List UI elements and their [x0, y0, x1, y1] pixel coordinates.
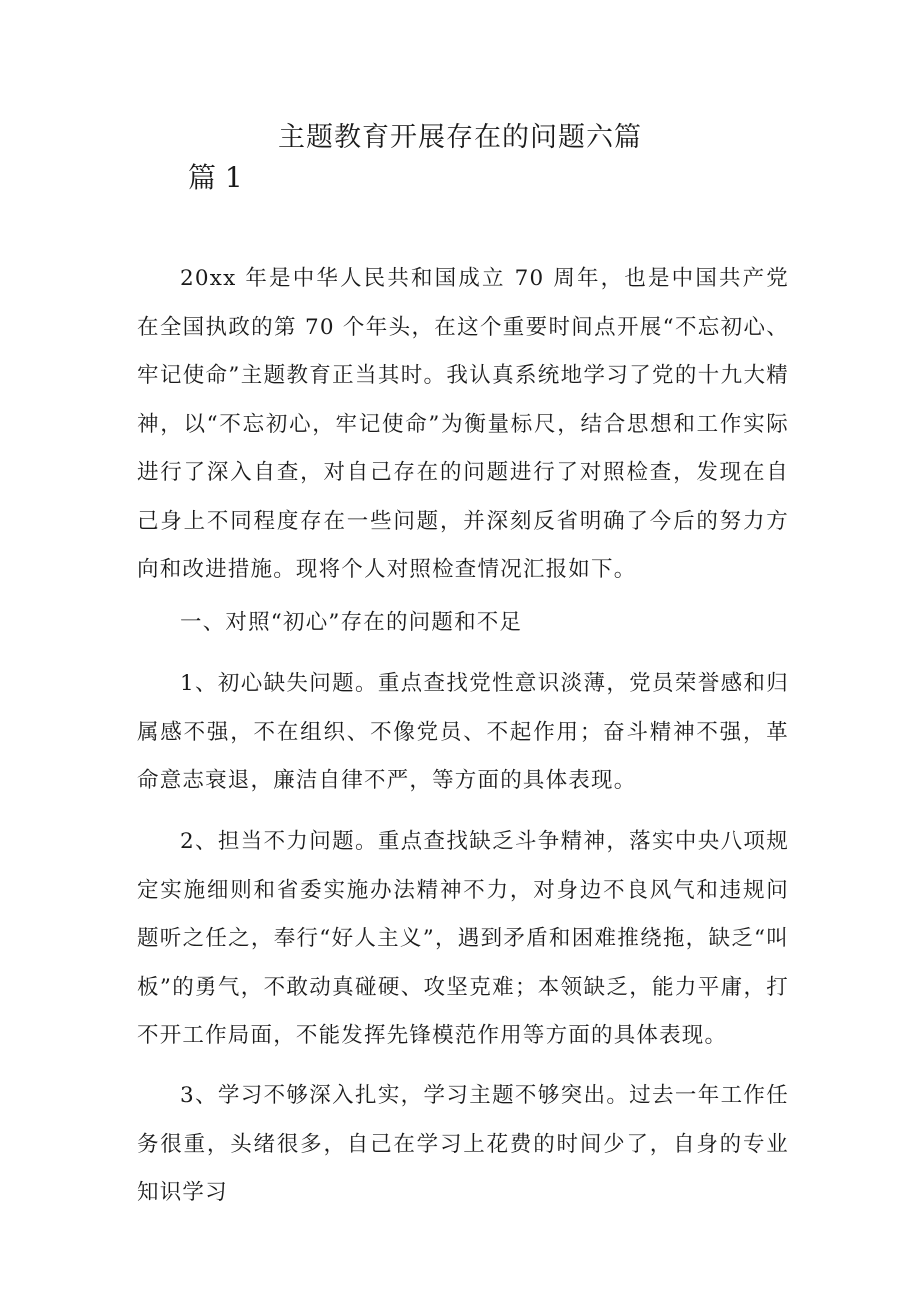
- subheading-initial-intent: 一、对照“初心”存在的问题和不足: [180, 610, 523, 635]
- intro-paragraph: 20xx 年是中华人民共和国成立 70 周年，也是中国共产党在全国执政的第 70 个年头，在这个重要时间点开展“不忘初心、牢记使命”主题教育正当其时。我认真系统地学习了党的十九大精神，以“不忘初心，牢记使命”为衡量标尺，结合思想和工作实际进行了深入自查，对自己存在的问题进行了对照检查，发现在自己身上不同程度存在一些问题，并深刻反省明确了今后的努力方向和改进措施。现将个人对照检查情况汇报如下。: [137, 266, 789, 582]
- item-paragraph-1: 1、初心缺失问题。重点查找党性意识淡薄，党员荣誉感和归属感不强，不在组织、不像党员、不起作用；奋斗精神不强，革命意志衰退，廉洁自律不严，等方面的具体表现。: [137, 671, 789, 793]
- item-paragraph-2: 2、担当不力问题。重点查找缺乏斗争精神，落实中央八项规定实施细则和省委实施办法精神不力，对身边不良风气和违规问题听之任之，奉行“好人主义”，遇到矛盾和困难推绕拖，缺乏“叫板”的勇气，不敢动真碰硬、攻坚克难；本领缺乏，能力平庸，打不开工作局面，不能发挥先锋模范作用等方面的具体表现。: [137, 829, 789, 1048]
- item-paragraph-3: 3、学习不够深入扎实，学习主题不够突出。过去一年工作任务很重，头绪很多，自己在学习上花费的时间少了，自身的专业知识学习: [137, 1083, 789, 1205]
- section-label: 篇 1: [188, 161, 243, 194]
- document-title: 主题教育开展存在的问题六篇: [278, 122, 642, 153]
